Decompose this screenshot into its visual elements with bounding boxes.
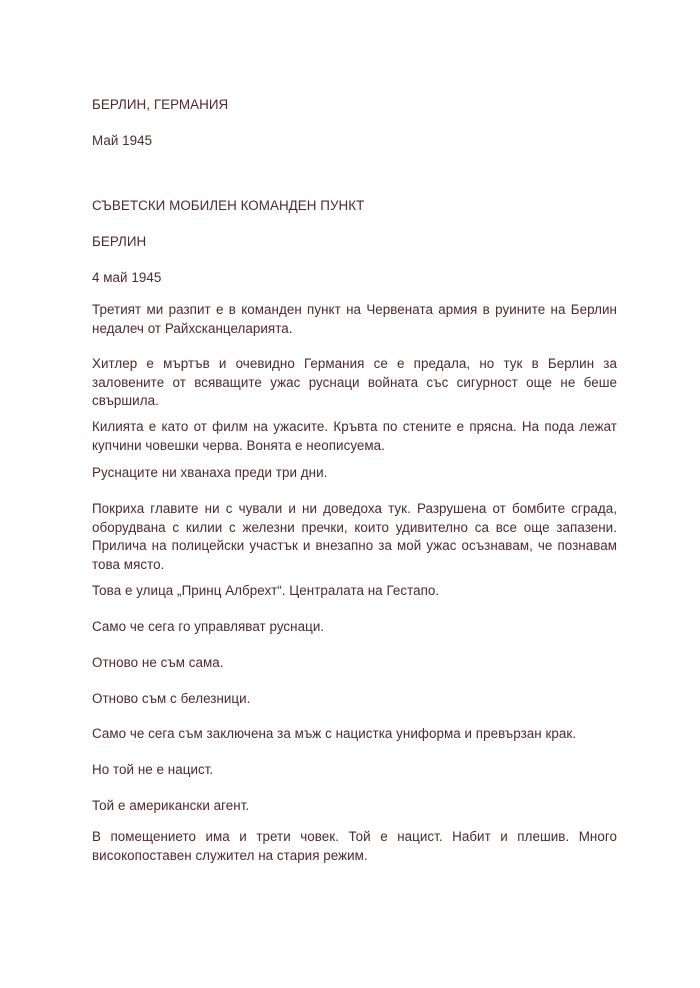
paragraph-4: Руснаците ни хванаха преди три дни. xyxy=(92,465,328,480)
paragraph-13: В помещението има и трети човек. Той е нацист. Набит и плешив. Много високопоставен служител на стария режим. xyxy=(92,829,617,863)
paragraph-7: Само че сега го управляват руснаци. xyxy=(92,619,325,634)
paragraph-5: Покриха главите ни с чували и ни доведоха тук. Разрушена от бомбите сграда, оборудвана с килии с железни пречки, които удивително са все още запазени. Прилича на полицейски участък и внезапно за мой ужас осъзнавам, че познавам това място. xyxy=(92,501,617,572)
paragraph-2: Хитлер е мъртъв и очевидно Германия се е предала, но тук в Берлин за заловените от всяващите ужас руснаци войната със сигурност още не беше свършила. xyxy=(92,356,617,408)
place-heading: БЕРЛИН, ГЕРМАНИЯ xyxy=(92,97,229,112)
paragraph-8: Отново не съм сама. xyxy=(92,655,224,670)
date-heading: Май 1945 xyxy=(92,133,153,148)
entry-date: 4 май 1945 xyxy=(92,270,162,285)
paragraph-12: Той е американски агент. xyxy=(92,798,250,813)
paragraph-11: Но той не е нацист. xyxy=(92,762,214,777)
paragraph-6: Това е улица „Принц Албрехт“. Централата на Гестапо. xyxy=(92,583,440,598)
paragraph-3: Килията е като от филм на ужасите. Кръвта по стените е прясна. На пода лежат купчини човешки черва. Вонята е неописуема. xyxy=(92,419,617,453)
paragraph-10: Само че сега съм заключена за мъж с нацистка униформа и превързан крак. xyxy=(92,726,577,741)
paragraph-9: Отново съм с белезници. xyxy=(92,691,251,706)
section-heading: СЪВЕТСКИ МОБИЛЕН КОМАНДЕН ПУНКТ xyxy=(92,198,365,213)
location-heading: БЕРЛИН xyxy=(92,234,147,249)
paragraph-1: Третият ми разпит е в команден пункт на Червената армия в руините на Берлин недалеч от Райхсканцеларията. xyxy=(92,302,617,336)
